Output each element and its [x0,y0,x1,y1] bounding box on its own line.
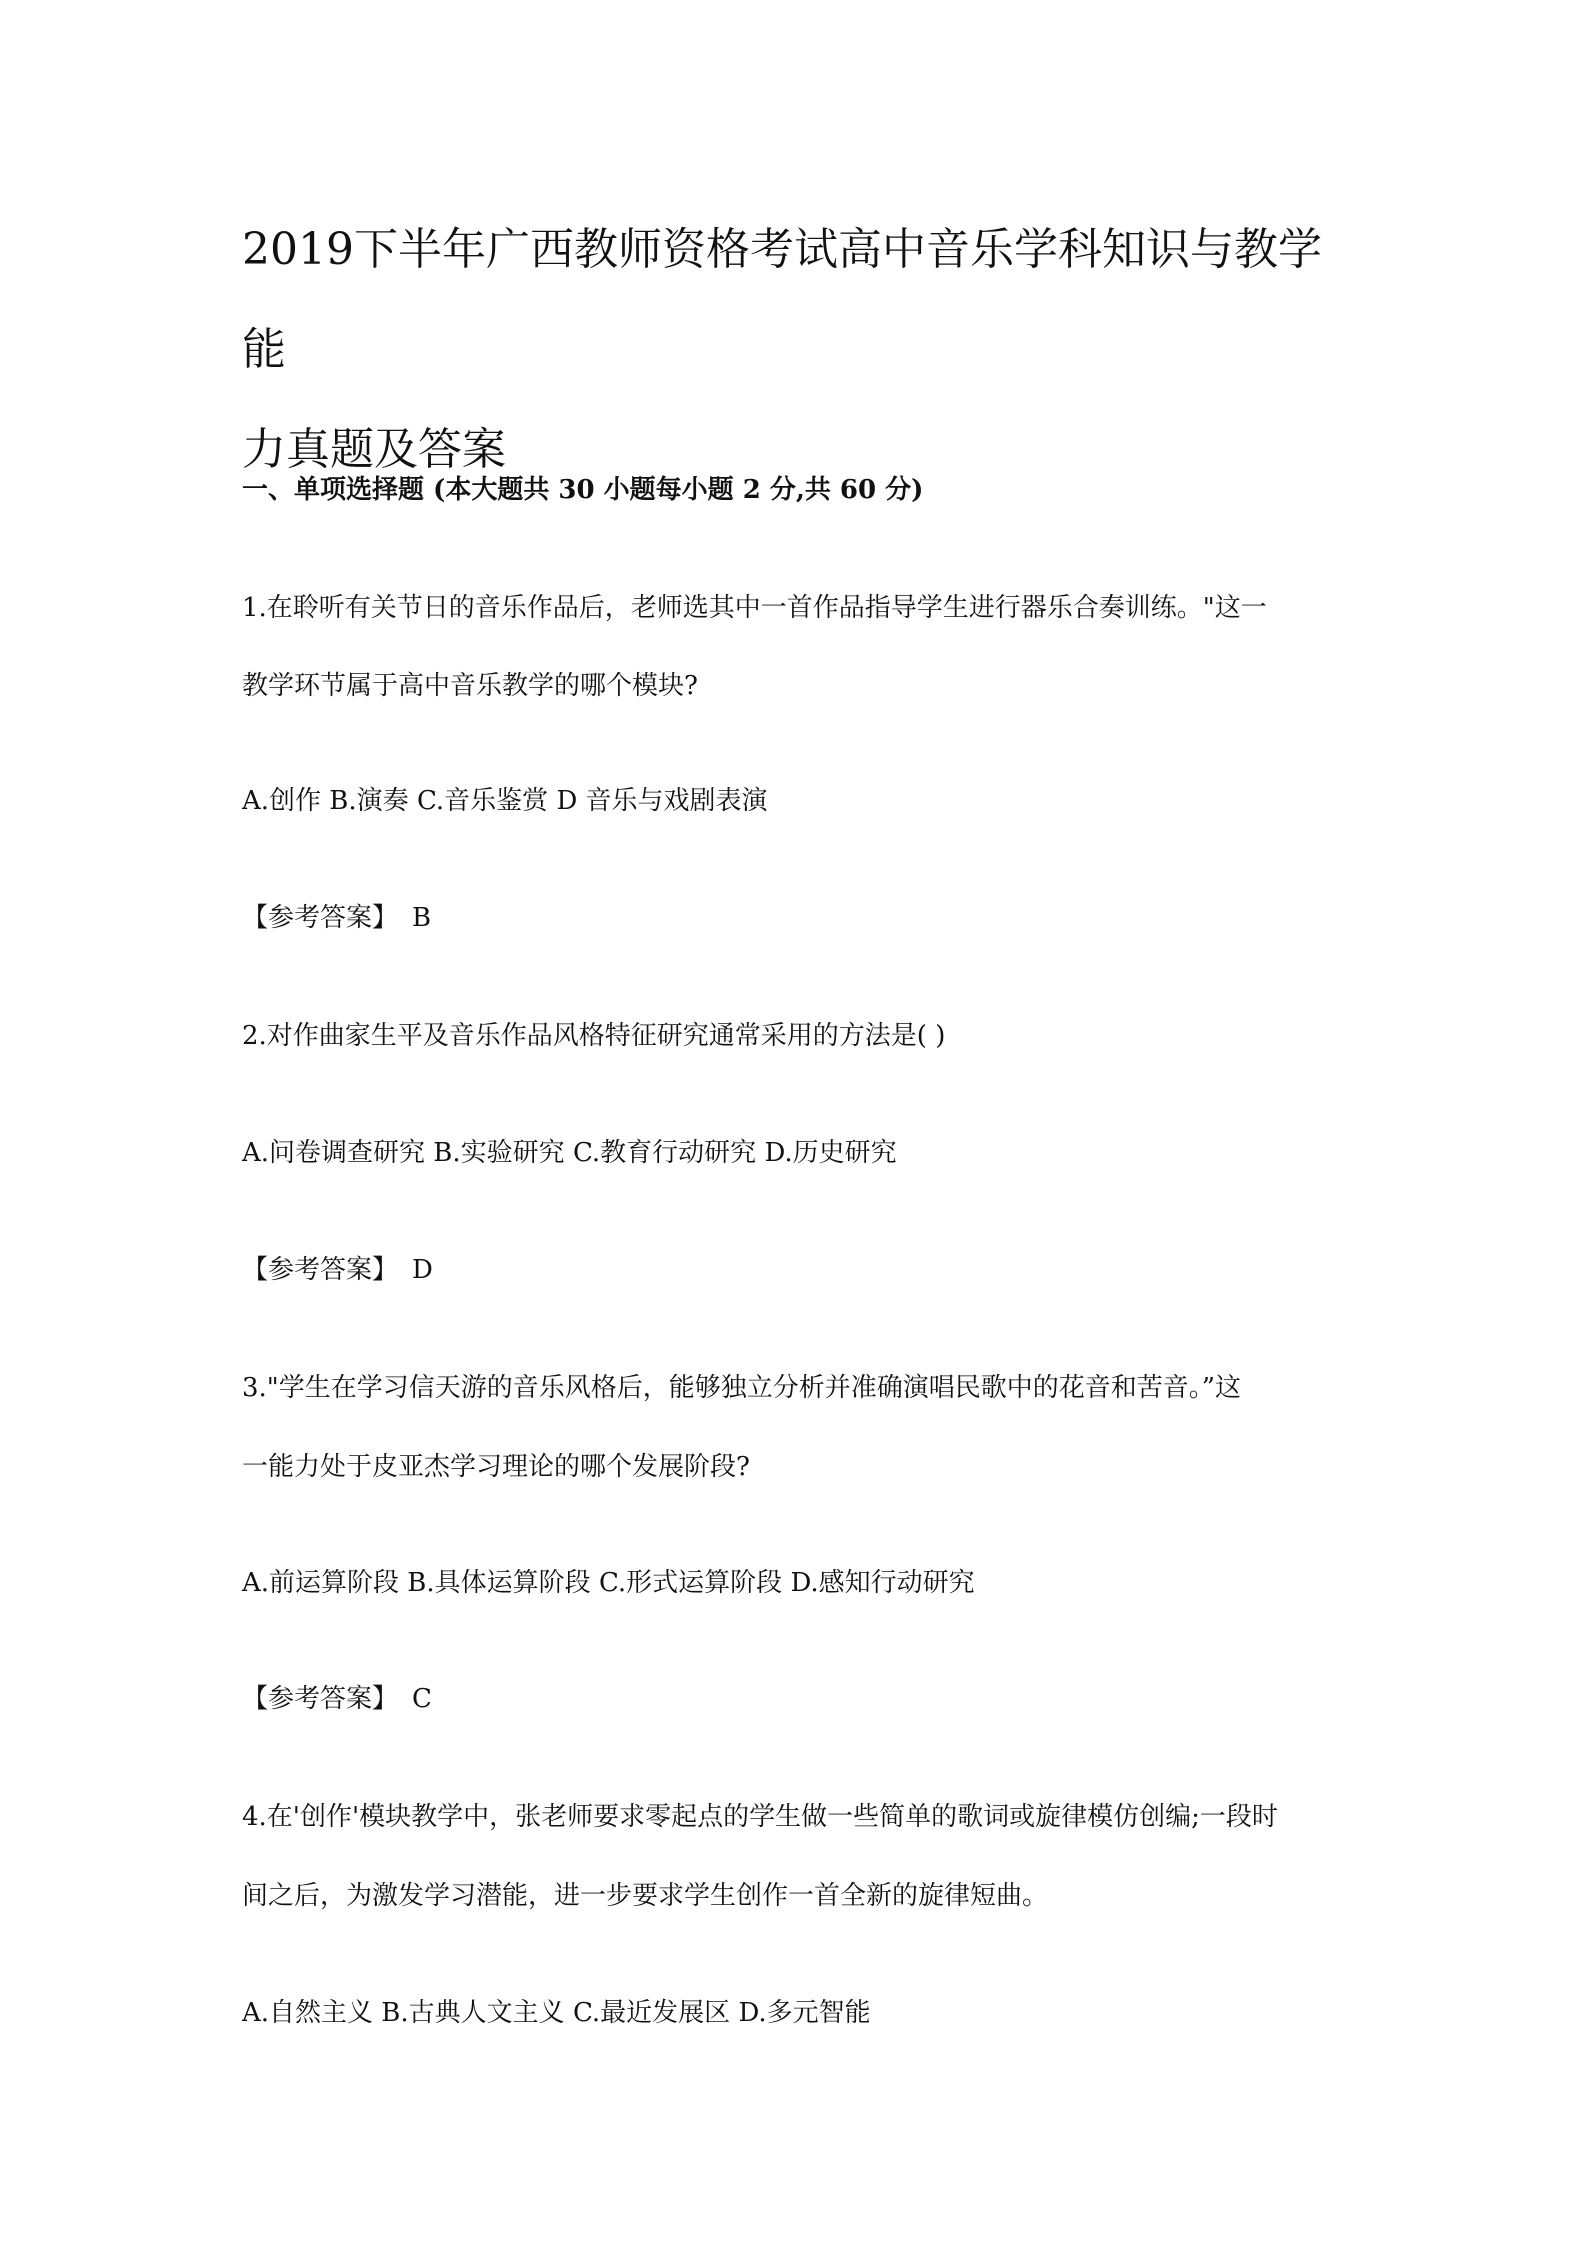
question-2-options: A.问卷调查研究 B.实验研究 C.教育行动研究 D.历史研究 [242,1138,897,1168]
question-3-stem-line-2: 一能力处于皮亚杰学习理论的哪个发展阶段? [242,1452,750,1482]
document-title-line-2: 力真题及答案 [242,424,506,475]
question-1-options: A.创作 B.演奏 C.音乐鉴赏 D 音乐与戏剧表演 [242,786,768,816]
answer-label: 【参考答案】 [242,903,399,933]
question-3-answer [242,1679,432,1719]
document-title [242,200,1362,500]
question-1-answer [242,898,431,938]
question-4-stem-line-1: 4.在'创作'模块教学中，张老师要求零起点的学生做一些简单的歌词或旋律模仿创编;一段时 [242,1802,1278,1832]
document-title-line-1: 2019下半年广西教师资格考试高中音乐学科知识与教学能 [242,224,1322,375]
answer-label: 【参考答案】 [242,1684,399,1714]
question-3-stem-line-1: 3."学生在学习信天游的音乐风格后，能够独立分析并准确演唱民歌中的花音和苦音。”这 [242,1373,1242,1403]
question-3-options: A.前运算阶段 B.具体运算阶段 C.形式运算阶段 D.感知行动研究 [242,1568,975,1598]
question-2-answer-value: D [412,1255,433,1285]
question-1-stem-line-2: 教学环节属于高中音乐教学的哪个模块? [242,671,698,701]
question-4-options: A.自然主义 B.古典人文主义 C.最近发展区 D.多元智能 [242,1998,871,2028]
question-3-answer-value: C [412,1684,432,1714]
section-heading: 一、单项选择题 (本大题共 30 小题每小题 2 分,共 60 分) [242,475,924,505]
answer-label: 【参考答案】 [242,1255,399,1285]
question-1-stem-line-1: 1.在聆听有关节日的音乐作品后，老师选其中一首作品指导学生进行器乐合奏训练。"这一 [242,593,1267,623]
question-4-stem-line-2: 间之后，为激发学习潜能，进一步要求学生创作一首全新的旋律短曲。 [242,1881,1049,1911]
question-2-answer [242,1250,433,1290]
question-1-answer-value: B [412,903,432,933]
question-2-stem-line-1: 2.对作曲家生平及音乐作品风格特征研究通常采用的方法是( ) [242,1021,946,1051]
